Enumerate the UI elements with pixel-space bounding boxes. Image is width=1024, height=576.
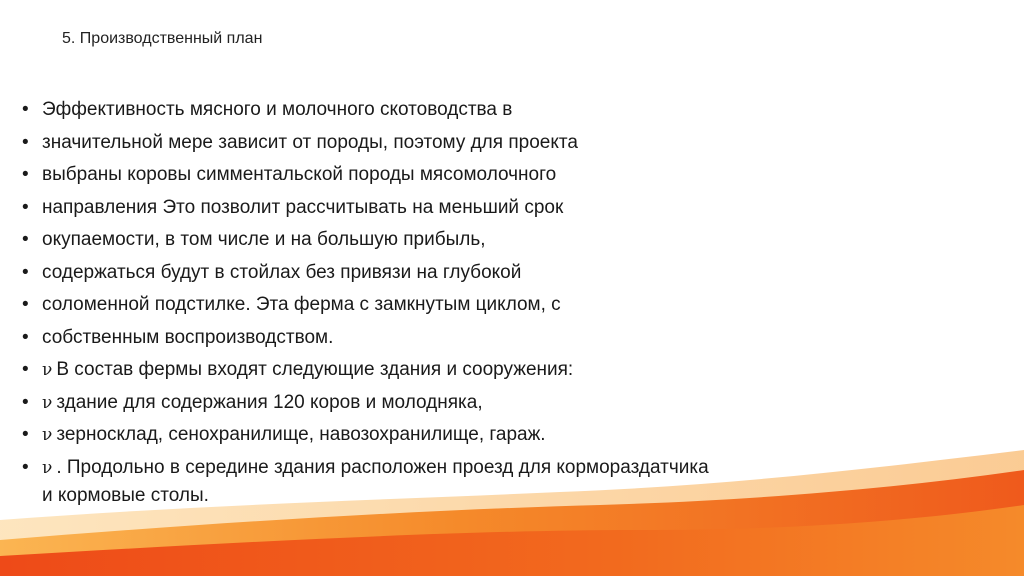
bullet-text: значительной мере зависит от породы, поэтому для проекта xyxy=(42,131,578,153)
bullet-dot-icon: • xyxy=(22,196,29,218)
bullet-dot-icon: • xyxy=(22,261,29,283)
bullet-dot-icon: • xyxy=(22,294,29,315)
bullet-item xyxy=(22,94,722,127)
bullet-item xyxy=(22,452,722,510)
bullet-dot-icon: • xyxy=(22,99,29,120)
bullet-dot-icon: • xyxy=(22,229,29,250)
bullet-text: собственным воспроизводством. xyxy=(42,326,334,348)
bullet-item xyxy=(22,289,722,322)
bullet-text: здание для содержания 120 коров и молодняка, xyxy=(56,391,483,413)
bullet-dot-icon: • xyxy=(22,424,29,445)
bullet-dot-icon: • xyxy=(22,359,29,380)
bullet-text: соломенной подстилке. Эта ферма с замкнутым циклом, с xyxy=(42,294,561,315)
bullet-text: выбраны коровы симментальской породы мясомолочного xyxy=(42,164,557,185)
bullet-item xyxy=(22,192,722,225)
bullet-list xyxy=(22,94,722,510)
bullet-item xyxy=(22,127,722,160)
bullet-text: Эффективность мясного и молочного скотоводства в xyxy=(42,99,513,120)
bullet-item xyxy=(22,322,722,355)
bullet-text: направления Это позволит рассчитывать на меньший срок xyxy=(42,196,564,218)
bullet-text: зерносклад, сенохранилище, навозохранилище, гараж. xyxy=(56,424,546,445)
bullet-dot-icon: • xyxy=(22,131,29,153)
check-mark-icon: ν xyxy=(42,392,53,413)
bullet-text: содержаться будут в стойлах без привязи на глубокой xyxy=(42,261,522,283)
bullet-text: окупаемости, в том числе и на большую прибыль, xyxy=(42,229,486,250)
slide-title: 5. Производственный план xyxy=(62,30,263,47)
bullet-item xyxy=(22,224,722,257)
bullet-dot-icon: • xyxy=(22,326,29,348)
bullet-item xyxy=(22,159,722,192)
bullet-item xyxy=(22,257,722,290)
bullet-dot-icon: • xyxy=(22,391,29,413)
bullet-item xyxy=(22,419,722,452)
check-mark-icon: ν xyxy=(42,425,53,445)
bullet-item xyxy=(22,354,722,387)
bullet-dot-icon: • xyxy=(22,164,29,185)
check-mark-icon: ν xyxy=(42,360,53,380)
bullet-dot-icon: • xyxy=(22,456,29,478)
bullet-item xyxy=(22,387,722,420)
check-mark-icon: ν xyxy=(42,457,53,478)
bullet-text: . Продольно в середине здания расположен проезд для кормораздатчика и кормовые столы. xyxy=(42,456,709,506)
bullet-text: В состав фермы входят следующие здания и сооружения: xyxy=(56,359,574,380)
